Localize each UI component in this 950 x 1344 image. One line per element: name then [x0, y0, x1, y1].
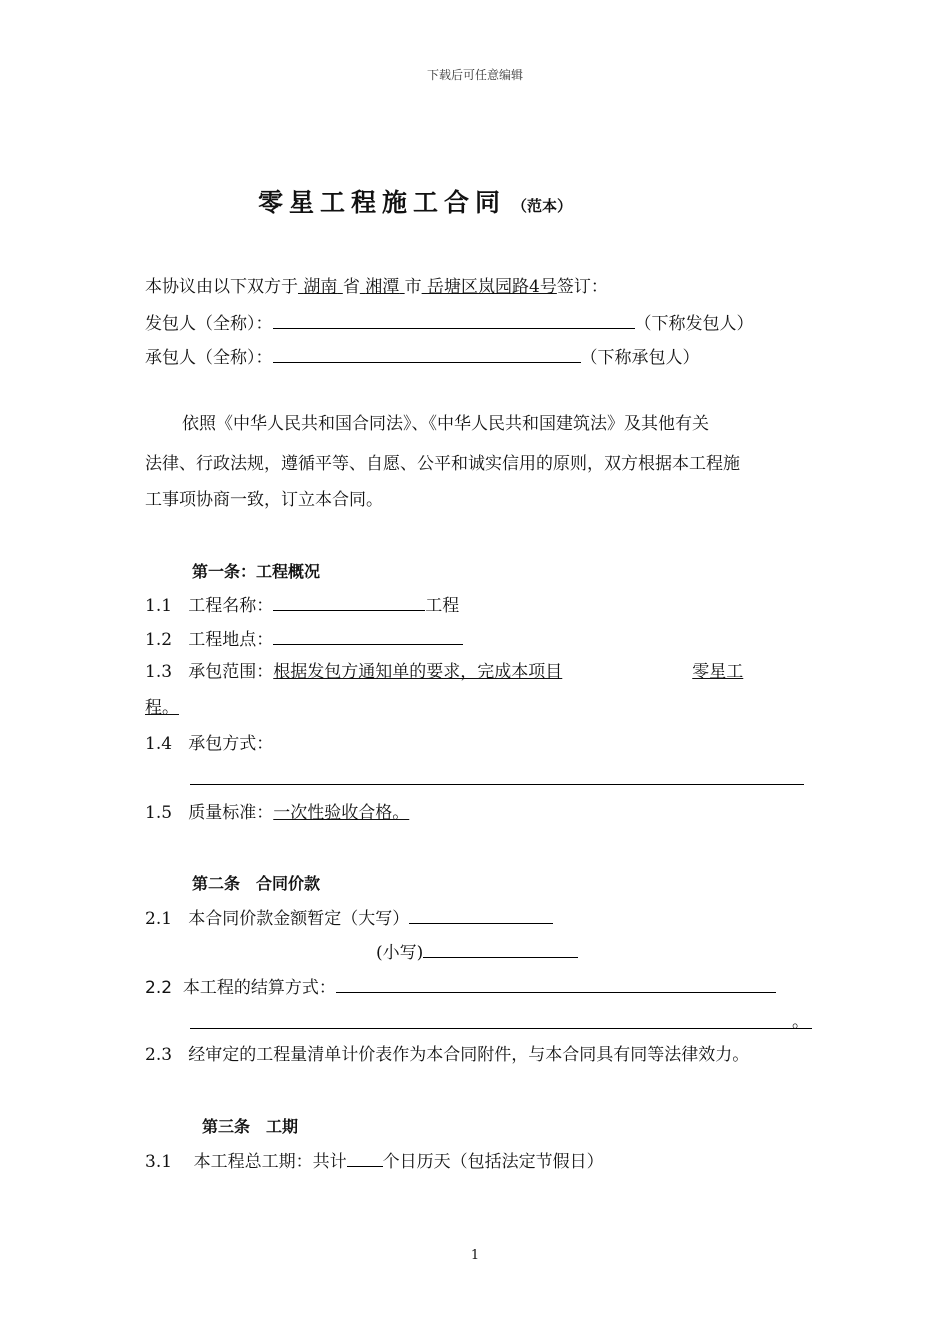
item-1-3: [145, 660, 743, 684]
settlement-method-field[interactable]: [336, 973, 776, 993]
item-number: 2.2: [145, 978, 173, 998]
price-uppercase-field[interactable]: [409, 904, 553, 924]
contractor-suffix: （下称承包人）: [580, 348, 700, 368]
settlement-end-mark: 。: [792, 1012, 809, 1032]
item-label: (小写): [376, 943, 424, 963]
page-number: 1: [470, 1248, 480, 1263]
contract-method-field[interactable]: [190, 784, 804, 785]
item-number: 1.3: [145, 662, 173, 682]
item-number: 1.2: [145, 630, 173, 650]
item-number: 1.5: [145, 803, 173, 823]
contractor-line: [145, 343, 700, 370]
intro-province: 湖南: [303, 277, 338, 297]
item-label: 承包范围：: [188, 662, 274, 682]
intro-address: 岳塘区岚园路4号: [427, 277, 557, 297]
intro-line: [145, 275, 608, 299]
intro-city-label: 市: [404, 277, 422, 297]
item-2-1: [145, 904, 553, 931]
item-3-1: [145, 1147, 604, 1174]
item-2-2: [145, 973, 776, 1000]
title-suffix: （范本）: [512, 197, 573, 215]
item-label: 工程地点：: [188, 630, 274, 650]
article1-heading: 第一条：工程概况: [192, 562, 321, 581]
settlement-method-field-line2[interactable]: [190, 1028, 812, 1029]
contractor-name-field[interactable]: [273, 343, 581, 363]
document-title: [258, 183, 572, 219]
item-2-1-lowercase: [376, 938, 578, 965]
item-number: 1.4: [145, 734, 173, 754]
title-main: 零星工程施工合同: [258, 188, 507, 217]
preamble-line-1: 依照《中华人民共和国合同法》、《中华人民共和国建筑法》及其他有关: [182, 414, 709, 434]
item-number: 2.3: [145, 1045, 173, 1065]
item-number: 1.1: [145, 596, 173, 616]
item-label: 质量标准：: [188, 803, 274, 823]
item-1-4: [145, 732, 273, 756]
item-label: 承包方式：: [188, 734, 274, 754]
employer-line: [145, 309, 754, 336]
employer-label: 发包人（全称）：: [145, 314, 273, 334]
item-label: 本工程的结算方式：: [182, 978, 336, 998]
intro-city: 湘潭: [365, 277, 400, 297]
item-text: 经审定的工程量清单计价表作为本合同附件，与本合同具有同等法律效力。: [188, 1045, 750, 1065]
article3-heading: 第三条 工期: [202, 1117, 299, 1136]
project-location-field[interactable]: [273, 625, 463, 645]
project-name-field[interactable]: [273, 591, 425, 611]
item-1-1: [145, 591, 459, 618]
item-label: 本合同价款金额暂定（大写）: [188, 909, 410, 929]
employer-suffix: （下称发包人）: [634, 314, 754, 334]
preamble-line-2: 法律、行政法规，遵循平等、自愿、公平和诚实信用的原则，双方根据本工程施: [145, 454, 740, 474]
price-lowercase-field[interactable]: [423, 938, 578, 958]
quality-standard-value: 一次性验收合格。: [273, 803, 410, 823]
scope-text: 根据发包方通知单的要求，完成本项目 零星工: [273, 662, 744, 682]
item-number: 2.1: [145, 909, 173, 929]
item-label: 本工程总工期：共计: [193, 1152, 347, 1172]
item-number: 3.1: [145, 1152, 173, 1172]
item-label: 工程名称：: [188, 596, 274, 616]
item-1-5: [145, 801, 409, 825]
intro-prefix: 本协议由以下双方于: [145, 277, 298, 297]
item-2-3: [145, 1043, 749, 1067]
intro-province-label: 省: [342, 277, 360, 297]
contractor-label: 承包人（全称）：: [145, 348, 273, 368]
employer-name-field[interactable]: [273, 309, 635, 329]
article2-heading: 第二条 合同价款: [192, 874, 321, 893]
intro-suffix: 签订：: [556, 277, 608, 297]
item-1-3-continued: 程。: [145, 698, 179, 718]
page-header: 下载后可任意编辑: [426, 68, 523, 82]
item-suffix: 个日历天（包括法定节假日）: [382, 1152, 604, 1172]
preamble-line-3: 工事项协商一致，订立本合同。: [145, 490, 383, 510]
duration-days-field[interactable]: [347, 1147, 383, 1167]
item-suffix: 工程: [425, 596, 460, 616]
item-1-2: [145, 625, 463, 652]
